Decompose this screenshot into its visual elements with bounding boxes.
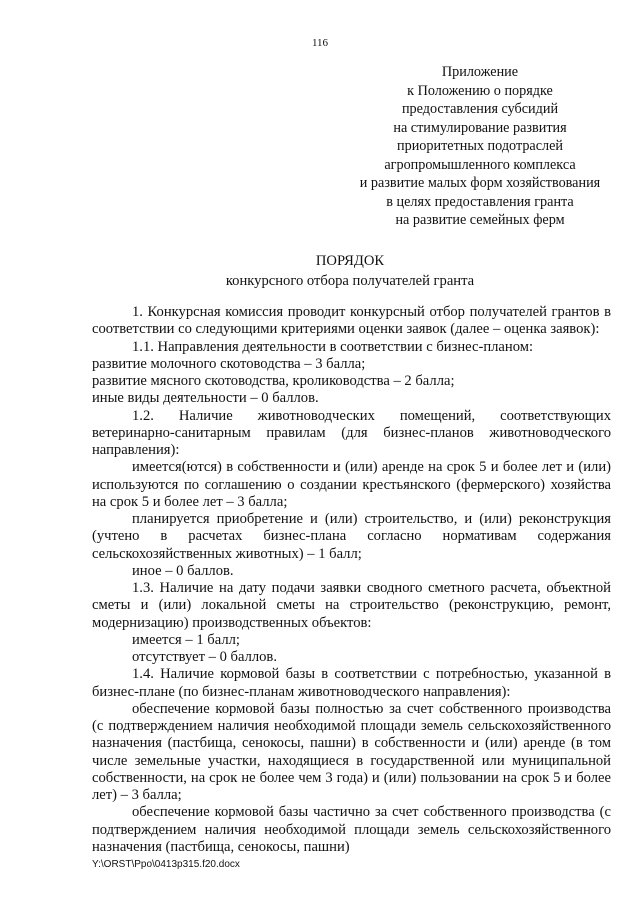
appendix-line: и развитие малых форм хозяйствования — [359, 175, 601, 191]
paragraph-1-1: 1.1. Направления деятельности в соответствии с бизнес-планом: — [132, 338, 534, 355]
paragraph-other: иные виды деятельности – 0 баллов. — [92, 390, 319, 407]
appendix-line: в целях предоставления гранта — [386, 193, 574, 210]
appendix-header — [330, 63, 630, 230]
document-body — [92, 304, 611, 856]
paragraph-feed-partial: обеспечение кормовой базы частично за счет собственного производства (с подтверждением наличия необходимой площади земель сельскохозяйственного назначения (пастбища, сенокосы, пашни) — [92, 804, 611, 855]
paragraph-estimate-exists: имеется – 1 балл; — [132, 631, 240, 648]
appendix-line: приоритетных подотраслей — [397, 138, 563, 154]
appendix-line: агропромышленного комплекса — [384, 156, 576, 173]
appendix-line: Приложение — [441, 64, 519, 80]
appendix-line: на стимулирование развития — [393, 119, 567, 136]
appendix-line: на развитие семейных ферм — [395, 212, 565, 228]
page-number: 116 — [311, 37, 329, 49]
paragraph-premises-other: иное – 0 баллов. — [132, 562, 234, 579]
paragraph-meat: развитие мясного скотоводства, кролиководства – 2 балла; — [92, 373, 455, 389]
paragraph-premises-exist: имеется(ются) в собственности и (или) аренде на срок 5 и более лет и (или) используются по соглашению о создании крестьянского (фермерского) хозяйства на срок 5 и более лет – 3 балла; — [92, 459, 611, 510]
paragraph-1-3: 1.3. Наличие на дату подачи заявки сводного сметного расчета, объектной сметы и (или) локальной сметы на строительство (реконструкцию, ремонт, модернизацию) производственных объектов: — [92, 580, 611, 631]
appendix-line: предоставления субсидий — [401, 101, 559, 117]
paragraph-dairy: развитие молочного скотоводства – 3 балла; — [92, 355, 366, 372]
paragraph-estimate-absent: отсутствует – 0 баллов. — [132, 649, 277, 665]
paragraph-1-2: 1.2. Наличие животноводческих помещений, соответствующих ветеринарно-санитарным правилам (для бизнес-планов животноводческого направления): — [92, 407, 611, 458]
document-title: ПОРЯДОК — [315, 253, 385, 269]
paragraph-premises-planned: планируется приобретение и (или) строительство, и (или) реконструкция (учтено в расчетах бизнес-плана согласно нормативам содержания сельскохозяйственных животных) – 1 балл; — [92, 511, 611, 562]
document-subtitle: конкурсного отбора получателей гранта — [225, 273, 475, 289]
footer-file-path: Y:\ORST\Ppo\0413p315.f20.docx — [92, 859, 240, 870]
paragraph-1: 1. Конкурсная комиссия проводит конкурсный отбор получателей грантов в соответствии со следующими критериями оценки заявок (далее – оценка заявок): — [92, 304, 611, 338]
paragraph-feed-full: обеспечение кормовой базы полностью за счет собственного производства (с подтверждением наличия необходимой площади земель сельскохозяйственного назначения (пастбища, сенокосы, пашни) в собственности и (или) аренде (в том числе земельные участки, находящиеся в государственной или муниципальной собственности, на срок не более чем 3 года) и (или) пользовании на срок 5 и более лет) – 3 балла; — [92, 700, 611, 803]
appendix-line: к Положению о порядке — [407, 82, 553, 99]
paragraph-1-4: 1.4. Наличие кормовой базы в соответствии с потребностью, указанной в бизнес-плане (по бизнес-планам животноводческого направления): — [92, 666, 611, 700]
